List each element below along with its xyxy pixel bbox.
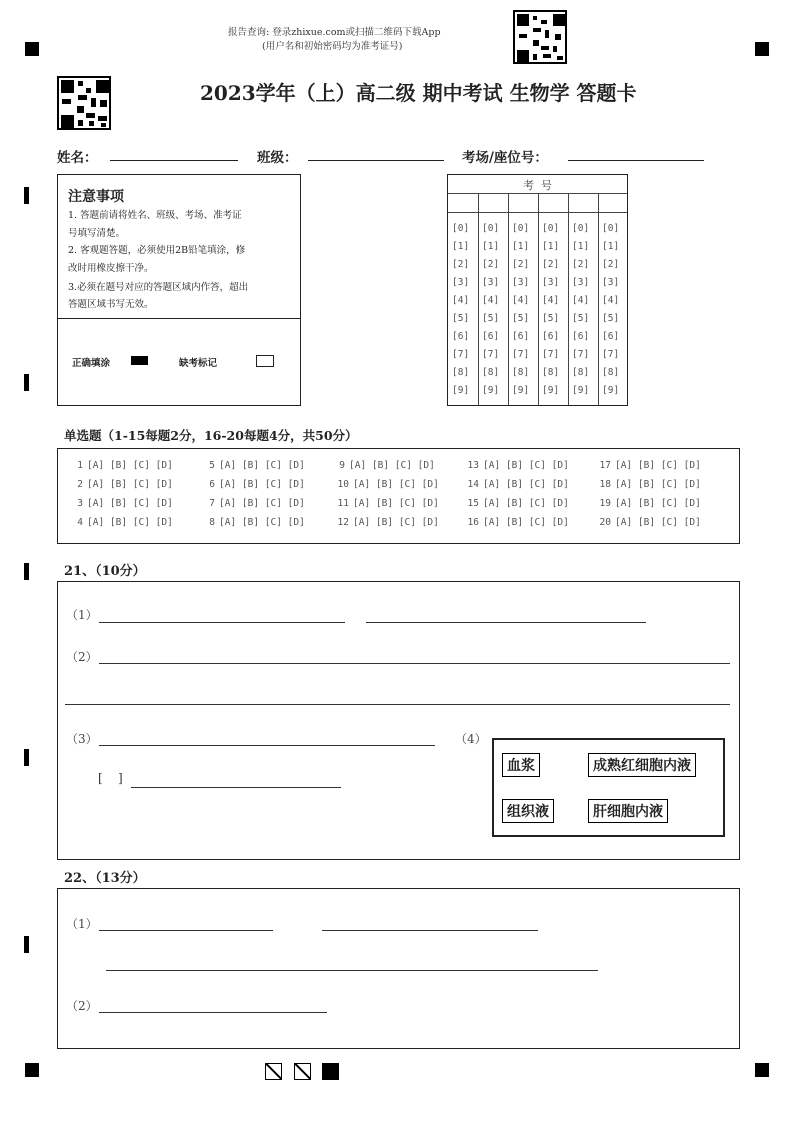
notice-line: 2. 客观题答题，必须使用2B铅笔填涂，修: [68, 245, 246, 256]
choice-question-row[interactable]: [75, 479, 173, 490]
choice-options[interactable]: [A] [B] [C] [D]: [219, 498, 305, 509]
choice-question-number: 4: [77, 517, 83, 528]
q21-title: 21、（10分）: [64, 564, 146, 579]
choice-question-row[interactable]: [599, 479, 701, 490]
choice-question-number: 17: [599, 460, 611, 471]
choice-question-row[interactable]: [337, 498, 439, 509]
choice-question-row[interactable]: [467, 460, 569, 471]
exam-digit-bubble[interactable]: [6]: [602, 331, 620, 342]
exam-digit-bubble[interactable]: [8]: [572, 367, 590, 378]
seat-field[interactable]: [568, 160, 704, 161]
box-hongxibao: 成熟红细胞内液: [588, 753, 696, 777]
choice-question-row[interactable]: [467, 479, 569, 490]
exam-number-column-divider: [478, 193, 479, 405]
exam-number-header: 考 号: [523, 179, 552, 192]
corner-mark-top-right: [755, 42, 769, 56]
exam-digit-bubble[interactable]: [2]: [512, 259, 530, 270]
exam-digit-bubble[interactable]: [7]: [512, 349, 530, 360]
q21-part2-blank-b[interactable]: [65, 704, 730, 705]
choice-question-row[interactable]: [599, 460, 701, 471]
exam-digit-bubble[interactable]: [6]: [512, 331, 530, 342]
exam-digit-bubble[interactable]: [6]: [452, 331, 470, 342]
page-marker-filled: [322, 1063, 339, 1080]
exam-digit-bubble[interactable]: [9]: [572, 385, 590, 396]
choice-question-number: 9: [339, 460, 345, 471]
notice-line: 号填写清楚。: [68, 228, 126, 239]
exam-digit-bubble[interactable]: [0]: [482, 223, 500, 234]
choice-options[interactable]: [A] [B] [C] [D]: [615, 460, 701, 471]
notice-divider: [58, 318, 300, 319]
exam-number-column-divider: [598, 193, 599, 405]
page-marker-slash: [265, 1063, 282, 1080]
exam-digit-bubble[interactable]: [5]: [512, 313, 530, 324]
choice-question-row[interactable]: [75, 498, 173, 509]
choice-options[interactable]: [A] [B] [C] [D]: [353, 517, 439, 528]
choice-options[interactable]: [A] [B] [C] [D]: [483, 498, 569, 509]
choice-options[interactable]: [A] [B] [C] [D]: [87, 479, 173, 490]
exam-digit-bubble[interactable]: [0]: [512, 223, 530, 234]
q22-answer-box: [57, 888, 740, 1049]
choice-options[interactable]: [A] [B] [C] [D]: [615, 479, 701, 490]
choice-options[interactable]: [A] [B] [C] [D]: [483, 517, 569, 528]
choice-options[interactable]: [A] [B] [C] [D]: [349, 460, 435, 471]
exam-digit-bubble[interactable]: [1]: [482, 241, 500, 252]
class-field[interactable]: [308, 160, 444, 161]
box-xuejiang: 血浆: [502, 753, 540, 777]
exam-digit-bubble[interactable]: [5]: [482, 313, 500, 324]
exam-digit-bubble[interactable]: [0]: [602, 223, 620, 234]
exam-digit-bubble[interactable]: [8]: [452, 367, 470, 378]
q21-part4-label: （4）: [455, 732, 487, 746]
choice-question-number: 3: [77, 498, 83, 509]
q22-part2-label: （2）: [66, 999, 98, 1013]
timing-mark: [24, 374, 29, 391]
box-ganxibao: 肝细胞内液: [588, 799, 668, 823]
exam-digit-bubble[interactable]: [7]: [572, 349, 590, 360]
corner-mark-bottom-right: [755, 1063, 769, 1077]
exam-digit-bubble[interactable]: [0]: [542, 223, 560, 234]
exam-digit-bubble[interactable]: [7]: [452, 349, 470, 360]
choice-question-number: 8: [209, 517, 215, 528]
exam-number-column-divider: [508, 193, 509, 405]
choice-question-number: 11: [337, 498, 349, 509]
q21-bracket: [ ]: [98, 771, 123, 785]
choice-options[interactable]: [A] [B] [C] [D]: [87, 517, 173, 528]
exam-digit-bubble[interactable]: [5]: [602, 313, 620, 324]
corner-mark-bottom-left: [25, 1063, 39, 1077]
q22-part2-blank[interactable]: [99, 1012, 327, 1013]
exam-digit-bubble[interactable]: [7]: [602, 349, 620, 360]
choice-question-row[interactable]: [599, 498, 701, 509]
q22-part1-blank-c[interactable]: [106, 970, 598, 971]
choice-question-number: 2: [77, 479, 83, 490]
exam-digit-bubble[interactable]: [5]: [452, 313, 470, 324]
notice-line: 3.必须在题号对应的答题区域内作答，超出: [68, 282, 249, 293]
choice-options[interactable]: [A] [B] [C] [D]: [483, 460, 569, 471]
choice-question-row[interactable]: [75, 460, 173, 471]
exam-digit-bubble[interactable]: [4]: [452, 295, 470, 306]
exam-digit-bubble[interactable]: [3]: [602, 277, 620, 288]
choice-question-number: 12: [337, 517, 349, 528]
exam-digit-bubble[interactable]: [1]: [512, 241, 530, 252]
choice-question-number: 14: [467, 479, 479, 490]
exam-digit-bubble[interactable]: [8]: [512, 367, 530, 378]
q22-part1-label: （1）: [66, 917, 98, 931]
choice-question-number: 10: [337, 479, 349, 490]
exam-digit-bubble[interactable]: [7]: [542, 349, 560, 360]
choice-options[interactable]: [A] [B] [C] [D]: [219, 517, 305, 528]
name-field[interactable]: [110, 160, 238, 161]
correct-fill-sample: [131, 356, 148, 365]
choice-options[interactable]: [A] [B] [C] [D]: [87, 460, 173, 471]
choice-question-number: 16: [467, 517, 479, 528]
app-download-qr-code: [513, 10, 567, 64]
notice-box: [57, 174, 301, 406]
page-marker-slash: [294, 1063, 311, 1080]
timing-mark: [24, 187, 29, 204]
box-zuzhiye: 组织液: [502, 799, 554, 823]
exam-number-column-divider: [568, 193, 569, 405]
exam-digit-bubble[interactable]: [3]: [572, 277, 590, 288]
choice-options[interactable]: [A] [B] [C] [D]: [353, 479, 439, 490]
q21-part2-label: （2）: [66, 650, 98, 664]
choice-options[interactable]: [A] [B] [C] [D]: [87, 498, 173, 509]
choice-question-row[interactable]: [75, 517, 173, 528]
exam-digit-bubble[interactable]: [5]: [572, 313, 590, 324]
choice-options[interactable]: [A] [B] [C] [D]: [353, 498, 439, 509]
choice-question-row[interactable]: [337, 479, 439, 490]
timing-mark: [24, 936, 29, 953]
exam-digit-bubble[interactable]: [8]: [542, 367, 560, 378]
choice-question-row[interactable]: [207, 498, 305, 509]
exam-digit-bubble[interactable]: [2]: [542, 259, 560, 270]
exam-digit-bubble[interactable]: [1]: [542, 241, 560, 252]
choice-question-row[interactable]: [207, 517, 305, 528]
choice-question-row[interactable]: [467, 498, 569, 509]
exam-digit-bubble[interactable]: [2]: [452, 259, 470, 270]
student-qr-code: [57, 76, 111, 130]
exam-digit-bubble[interactable]: [2]: [482, 259, 500, 270]
choice-options[interactable]: [A] [B] [C] [D]: [615, 498, 701, 509]
report-query-text: 报告查询: 登录zhixue.com或扫描二维码下载App: [228, 27, 441, 38]
exam-digit-bubble[interactable]: [6]: [542, 331, 560, 342]
choice-question-number: 19: [599, 498, 611, 509]
choice-options[interactable]: [A] [B] [C] [D]: [483, 479, 569, 490]
page-title: 2023学年（上）高二级 期中考试 生物学 答题卡: [200, 81, 637, 105]
notice-line: 答题区域书写无效。: [68, 299, 154, 310]
exam-digit-bubble[interactable]: [9]: [452, 385, 470, 396]
choice-question-row[interactable]: [337, 517, 439, 528]
report-query-note: (用户名和初始密码均为准考证号): [262, 41, 403, 52]
exam-digit-bubble[interactable]: [7]: [482, 349, 500, 360]
exam-digit-bubble[interactable]: [9]: [602, 385, 620, 396]
exam-number-column-divider: [538, 193, 539, 405]
exam-digit-bubble[interactable]: [3]: [512, 277, 530, 288]
exam-digit-bubble[interactable]: [6]: [572, 331, 590, 342]
q21-part1-blank-b[interactable]: [366, 622, 646, 623]
exam-digit-bubble[interactable]: [0]: [572, 223, 590, 234]
choice-question-row[interactable]: [599, 517, 701, 528]
q21-part3-blank[interactable]: [99, 745, 435, 746]
exam-digit-bubble[interactable]: [4]: [542, 295, 560, 306]
choice-question-number: 13: [467, 460, 479, 471]
choice-question-number: 6: [209, 479, 215, 490]
choice-question-row[interactable]: [337, 460, 435, 471]
correct-fill-label: 正确填涂: [72, 358, 111, 369]
notice-line: 1. 答题前请将姓名、班级、考场、准考证: [68, 210, 242, 221]
choice-options[interactable]: [A] [B] [C] [D]: [219, 479, 305, 490]
exam-digit-bubble[interactable]: [9]: [512, 385, 530, 396]
class-label: 班级：: [257, 150, 298, 166]
choice-question-row[interactable]: [207, 479, 305, 490]
q22-part1-blank-b[interactable]: [322, 930, 538, 931]
exam-digit-bubble[interactable]: [6]: [482, 331, 500, 342]
q22-part1-blank-a[interactable]: [99, 930, 273, 931]
exam-digit-bubble[interactable]: [0]: [452, 223, 470, 234]
exam-digit-bubble[interactable]: [1]: [452, 241, 470, 252]
choice-question-number: 1: [77, 460, 83, 471]
q21-answer-box: [57, 581, 740, 860]
q21-bracket-blank[interactable]: [131, 787, 341, 788]
choice-section-title: 单选题（1-15每题2分，16-20每题4分，共50分）: [64, 428, 358, 443]
choice-options[interactable]: [A] [B] [C] [D]: [615, 517, 701, 528]
corner-mark-top-left: [25, 42, 39, 56]
exam-digit-bubble[interactable]: [8]: [602, 367, 620, 378]
choice-options[interactable]: [A] [B] [C] [D]: [219, 460, 305, 471]
choice-question-number: 15: [467, 498, 479, 509]
exam-digit-bubble[interactable]: [4]: [482, 295, 500, 306]
exam-digit-bubble[interactable]: [9]: [542, 385, 560, 396]
absent-mark-checkbox[interactable]: [256, 355, 274, 367]
choice-question-number: 18: [599, 479, 611, 490]
choice-answer-box: [57, 448, 740, 544]
q21-diagram-frame: [492, 738, 725, 837]
exam-digit-bubble[interactable]: [1]: [572, 241, 590, 252]
exam-digit-bubble[interactable]: [8]: [482, 367, 500, 378]
choice-question-number: 7: [209, 498, 215, 509]
timing-mark: [24, 563, 29, 580]
name-label: 姓名：: [57, 150, 98, 166]
exam-digit-bubble[interactable]: [3]: [482, 277, 500, 288]
seat-label: 考场/座位号：: [462, 150, 548, 166]
q22-title: 22、（13分）: [64, 871, 146, 886]
notice-line: 改时用橡皮擦干净。: [68, 263, 154, 274]
q21-part3-label: （3）: [66, 732, 98, 746]
exam-digit-bubble[interactable]: [5]: [542, 313, 560, 324]
exam-digit-bubble[interactable]: [1]: [602, 241, 620, 252]
exam-digit-bubble[interactable]: [3]: [542, 277, 560, 288]
exam-digit-bubble[interactable]: [4]: [512, 295, 530, 306]
q21-part1-blank-a[interactable]: [99, 622, 345, 623]
absent-mark-label: 缺考标记: [179, 358, 218, 369]
exam-digit-bubble[interactable]: [2]: [602, 259, 620, 270]
timing-mark: [24, 749, 29, 766]
exam-digit-bubble[interactable]: [9]: [482, 385, 500, 396]
choice-question-number: 20: [599, 517, 611, 528]
exam-digit-bubble[interactable]: [4]: [602, 295, 620, 306]
choice-question-row[interactable]: [467, 517, 569, 528]
q21-part2-blank-a[interactable]: [99, 663, 730, 664]
exam-digit-bubble[interactable]: [4]: [572, 295, 590, 306]
q21-part1-label: （1）: [66, 608, 98, 622]
exam-digit-bubble[interactable]: [3]: [452, 277, 470, 288]
choice-question-number: 5: [209, 460, 215, 471]
notice-title: 注意事项: [68, 189, 124, 205]
choice-question-row[interactable]: [207, 460, 305, 471]
exam-number-grid: [447, 174, 628, 406]
exam-digit-bubble[interactable]: [2]: [572, 259, 590, 270]
